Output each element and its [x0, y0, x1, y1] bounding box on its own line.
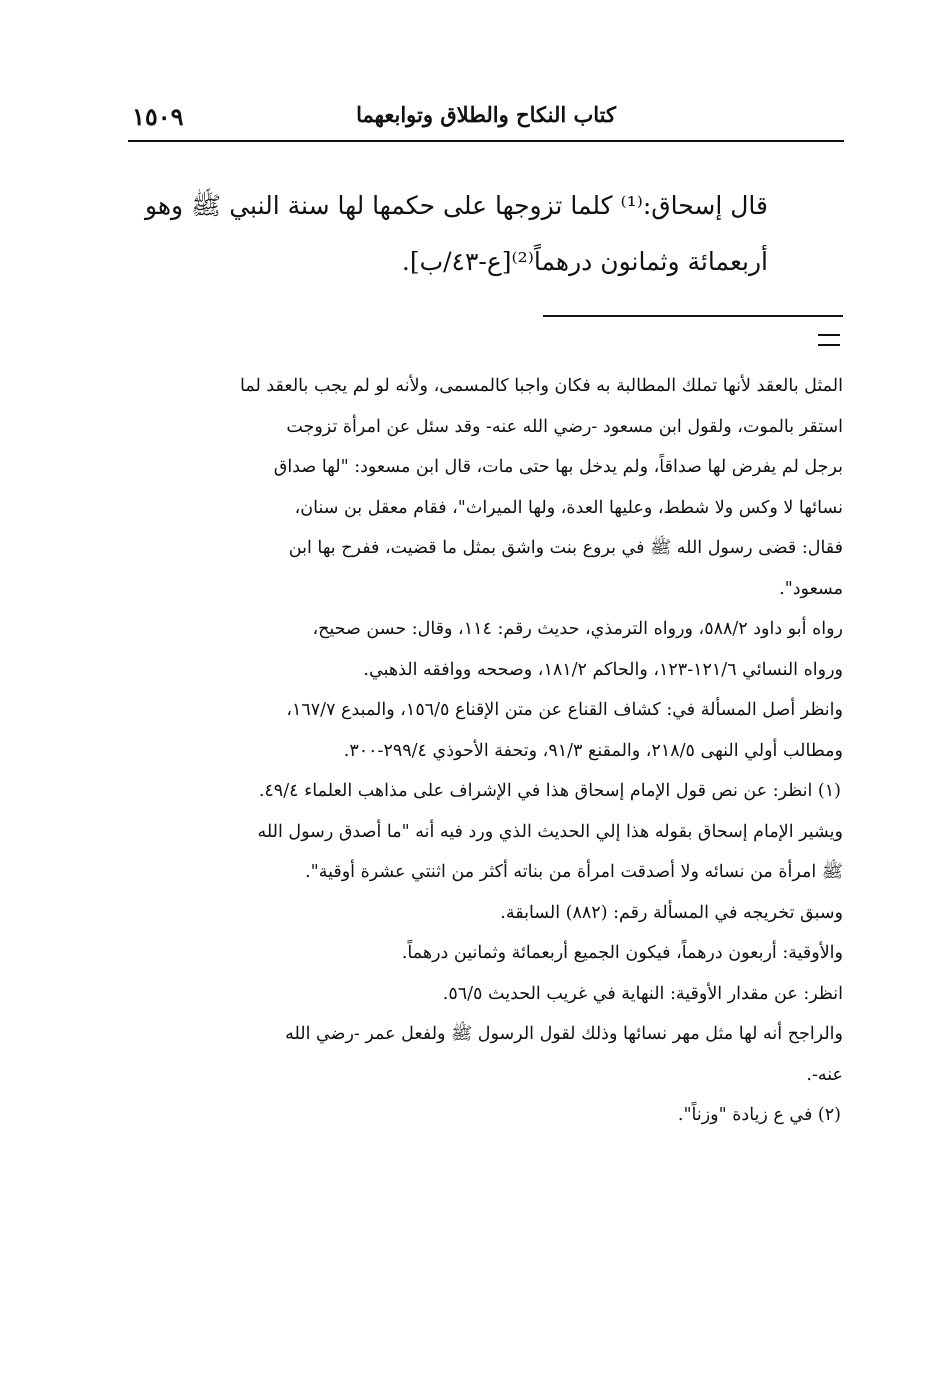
main-line: أربعمائة وثمانون درهماً⁽²⁾[ع-٤٣/ب]. [401, 247, 768, 276]
main-text [128, 178, 768, 290]
header-rule [128, 140, 844, 142]
page-number: ١٥٠٩ [132, 102, 184, 131]
running-title: كتاب النكاح والطلاق وتوابعهما [356, 102, 616, 127]
footnote-line: برجل لم يفرض لها صداقاً، ولم يدخل بها حتى مات، قال ابن مسعود: "لها صداق [273, 457, 843, 477]
footnote-line: رواه أبو داود ٥٨٨/٢، ورواه الترمذي، حديث رقم: ١١٤، وقال: حسن صحيح، [312, 619, 843, 639]
footnote-1-line: ﷺ امرأة من نسائه ولا أصدقت امرأة من بناته أكثر من اثنتي عشرة أوقية". [305, 862, 843, 882]
footnote-line: ورواه النسائي ١٢١/٦-١٢٣، والحاكم ١٨١/٢، وصححه ووافقه الذهبي. [363, 659, 843, 680]
main-line: قال إسحاق:⁽¹⁾ كلما تزوجها على حكمها لها سنة النبي ﷺ وهو [144, 191, 768, 220]
footnote-continuation-mark [818, 334, 840, 346]
footnote-separator [543, 315, 843, 317]
footnote-1-line: عنه-. [806, 1064, 843, 1085]
footnote-1-line: والأوقية: أربعون درهماً، فيكون الجميع أربعمائة وثمانين درهماً. [401, 943, 843, 963]
footnote-line: استقر بالموت، ولقول ابن مسعود -رضي الله عنه- وقد سئل عن امرأة تزوجت [286, 416, 843, 437]
footnote-line: المثل بالعقد لأنها تملك المطالبة به فكان واجبا كالمسمى، ولأنه لو لم يجب بالعقد لما [240, 376, 843, 396]
footnote-1-line: ويشير الإمام إسحاق بقوله هذا إلي الحديث الذي ورد فيه أنه "ما أصدق رسول الله [257, 821, 843, 842]
footnote-1-line: والراجح أنه لها مثل مهر نسائها وذلك لقول الرسول ﷺ ولفعل عمر -رضي الله [285, 1024, 843, 1044]
page-header [128, 100, 844, 136]
footnote-line: ومطالب أولي النهى ٢١٨/٥، والمقنع ٩١/٣، وتحفة الأحوذي ٢٩٩/٤-٣٠٠. [343, 740, 843, 761]
footnote-line: مسعود". [779, 578, 843, 599]
footnote-1-line: انظر: عن مقدار الأوقية: النهاية في غريب الحديث ٥٦/٥. [442, 983, 843, 1004]
footnote-1-line: وسبق تخريجه في المسألة رقم: (٨٨٢) السابقة. [500, 902, 843, 923]
footnotes [128, 366, 843, 1136]
footnote-line: فقال: قضى رسول الله ﷺ في بروع بنت واشق بمثل ما قضيت، ففرح بها ابن [288, 538, 843, 558]
footnote-1-line: (١) انظر: عن نص قول الإمام إسحاق هذا في الإشراف على مذاهب العلماء ٤٩/٤. [258, 781, 841, 801]
footnote-2: (٢) في ع زيادة "وزناً". [677, 1105, 841, 1125]
footnote-line: وانظر أصل المسألة في: كشاف القناع عن متن الإقناع ١٥٦/٥، والمبدع ١٦٧/٧، [286, 700, 843, 720]
footnote-line: نسائها لا وكس ولا شطط، وعليها العدة، ولها الميراث"، فقام معقل بن سنان، [294, 497, 843, 518]
